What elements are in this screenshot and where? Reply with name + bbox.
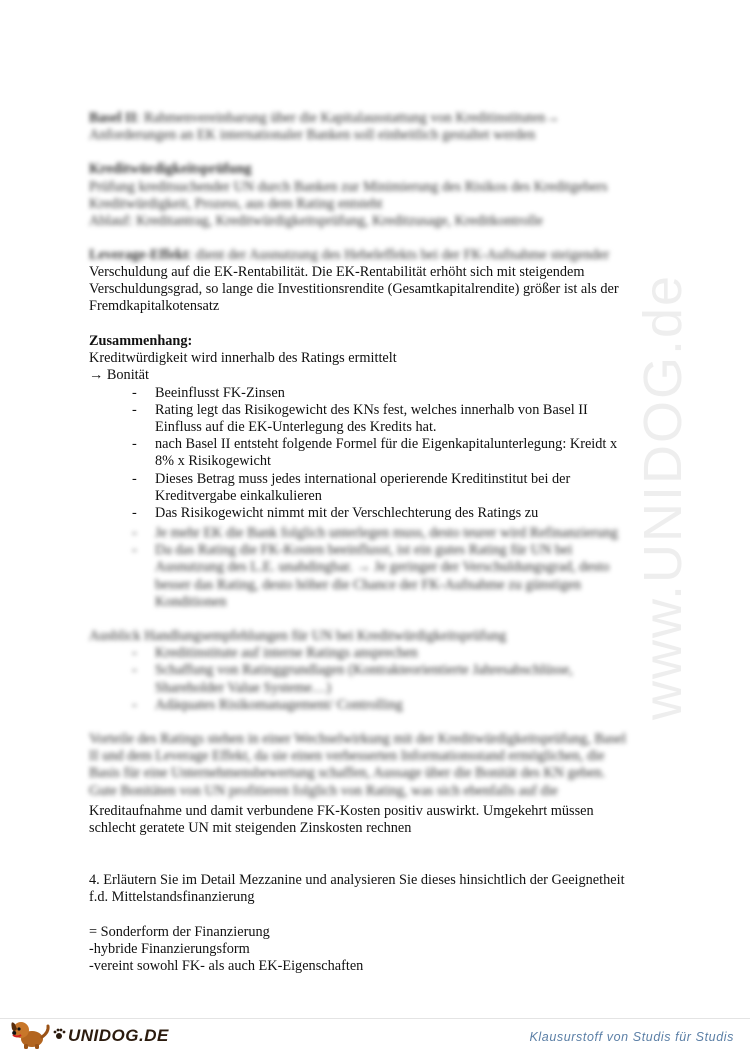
kwp-title: Kreditwürdigkeitsprüfung (89, 161, 252, 178)
vorteile-cont-line: Kreditaufnahme und damit verbundene FK-Kosten positiv auswirkt. Umgekehrt müssen (89, 803, 594, 819)
zusammenhang-section (89, 333, 689, 522)
dash-bullet: - (132, 470, 137, 487)
dog-icon (8, 1017, 52, 1056)
bonitaet-label: Bonität (106, 367, 149, 384)
vorteile-line: II und dem Leverage Effekt, da sie einen verbesserten Informationsstand ermöglichen, die (89, 748, 605, 765)
watermark: www.UNIDOG.de (633, 273, 693, 720)
list-item-text: Da das Rating die FK-Kosten beeinflusst, ist ein gutes Rating für UN bei (155, 542, 573, 559)
dash-bullet: - (132, 696, 137, 713)
question-section (89, 872, 689, 906)
blurred-top-section (89, 110, 689, 264)
vorteile-line: Vorteile des Ratings stehen in einer Wechselwirkung mit der Kreditwürdigkeitsprüfung, Basel (89, 731, 627, 748)
leverage-continuation (89, 264, 689, 316)
list-item (89, 542, 689, 611)
dash-bullet: - (132, 401, 137, 418)
list-item-text: Kreditinstitute auf interne Ratings ansprechen (155, 645, 418, 662)
leverage-title: Leverage-Effekt (89, 247, 189, 264)
kwp-line-3: Ablauf: Kreditantrag, Kreditwürdigkeitsprüfung, Kreditzusage, Kreditkontrolle (89, 213, 543, 230)
basel-line-2: Anforderungen an EK internationaler Banken soll einheitlich gestaltet werden (89, 127, 536, 144)
list-item-text: Ausnutzung des L.E. unabdingbar. → Je geringer der Verschuldungsgrad, desto (155, 559, 610, 576)
list-item (89, 471, 689, 505)
list-item-text: Kreditvergabe einkalkulieren (155, 487, 322, 504)
list-item (89, 525, 689, 542)
answer-section (89, 924, 689, 976)
arrow-icon: → (545, 110, 560, 126)
list-item-text: 8% x Risikogewicht (155, 453, 271, 470)
zusammenhang-line-1: Kreditwürdigkeit wird innerhalb des Ratings ermittelt (89, 350, 397, 367)
leverage-cont-line: Verschuldungsgrad, so lange die Investitionsrendite (Gesamtkapitalrendite) größer ist als der (89, 281, 619, 298)
question-line-2: f.d. Mittelstandsfinanzierung (89, 889, 255, 906)
leverage-cont-line: Verschuldung auf die EK-Rentabilität. Die EK-Rentabilität erhöht sich mit steigendem (89, 264, 585, 280)
zusammenhang-title: Zusammenhang: (89, 333, 193, 349)
list-item-text: Rating legt das Risikogewicht des KNs fest, welches innerhalb von Basel II (155, 401, 588, 418)
unidog-logo[interactable] (8, 1018, 169, 1054)
logo-text: UNIDOG.DE (68, 1026, 169, 1045)
answer-line: = Sonderform der Finanzierung (89, 924, 270, 940)
dash-bullet: - (132, 384, 137, 401)
leverage-line-1 (89, 247, 689, 264)
list-item (89, 662, 689, 696)
question-line-1: 4. Erläutern Sie im Detail Mezzanine und analysieren Sie dieses hinsichtlich der Geeignetheit (89, 872, 625, 888)
answer-line: -vereint sowohl FK- als auch EK-Eigenschaften (89, 958, 364, 975)
leverage-cont-line: Fremdkapitalkotensatz (89, 298, 220, 315)
basel-text: : Rahmenvereinbarung über die Kapitalausstattung von Kreditinstituten (136, 110, 546, 126)
list-item-text: Einfluss auf die EK-Unterlegung des Kredits hat. (155, 419, 437, 436)
vorteile-line: Gute Bonitäten von UN profitieren folglich von Rating, was sich ebenfalls auf die (89, 782, 558, 799)
list-item (89, 505, 689, 522)
list-item (89, 385, 689, 402)
list-item-text: besser das Rating, desto höher die Chance der FK-Aufnahme zu günstigen (155, 576, 582, 593)
dash-bullet: - (132, 645, 137, 662)
list-item-text: Shareholder Value Systeme…) (155, 679, 332, 696)
vorteile-continuation (89, 803, 689, 837)
ausblick-title: Ausblick Handlungsempfehlungen für UN bei Kreditwürdigkeitsprüfung (89, 628, 507, 645)
list-item-text: Konditionen (155, 593, 227, 610)
bonitaet-line (89, 367, 689, 384)
list-item-text: Das Risikogewicht nimmt mit der Verschlechterung des Ratings zu (155, 505, 539, 522)
vorteile-cont-line: schlecht geratete UN mit steigenden Zinskosten rechnen (89, 820, 412, 837)
answer-line: -hybride Finanzierungsform (89, 941, 250, 958)
list-item (89, 697, 689, 714)
basel-line-1 (89, 110, 689, 127)
dash-bullet: - (132, 436, 137, 453)
list-item (89, 402, 689, 436)
footer-tagline: Klausurstoff von Studis für Studis (529, 1030, 734, 1044)
leverage-text: : dient der Ausnutzung des Hebeleffekts bei der FK-Aufnahme steigender (188, 247, 610, 264)
dash-bullet: - (132, 505, 137, 522)
vorteile-line: Basis für eine Unternehmensbewertung schaffen, Aussage über die Bonität des KN geben. (89, 765, 606, 782)
dash-bullet: - (132, 542, 137, 559)
paw-icon (52, 1027, 66, 1046)
list-item-text: nach Basel II entsteht folgende Formel für die Eigenkapitalunterlegung: Kreidt x (155, 436, 618, 453)
list-item (89, 436, 689, 470)
basel-title: Basel II (89, 110, 137, 126)
dash-bullet: - (132, 662, 137, 679)
list-item-text: Schaffung von Ratinggrundlagen (Kontrakteorientierte Jahresabschlüsse, (155, 662, 573, 679)
list-item-text: Beeinflusst FK-Zinsen (155, 384, 285, 401)
blurred-middle-section (89, 525, 689, 800)
list-item (89, 645, 689, 662)
arrow-icon: → (89, 367, 104, 384)
list-item-text: Je mehr EK die Bank folglich unterlegen muss, desto teurer wird Refinanzierung (155, 525, 618, 541)
kwp-line-2: Kreditwürdigkeit, Prozess, aus dem Rating entsteht (89, 195, 383, 212)
kwp-line-1: Prüfung kreditsuchender UN durch Banken zur Minimierung des Risikos des Kreditgebers (89, 178, 608, 195)
list-item-text: Adäquates Risikomanagement/ Controlling (155, 696, 403, 713)
dash-bullet: - (132, 525, 137, 541)
list-item-text: Dieses Betrag muss jedes international operierende Kreditinstitut bei der (155, 470, 571, 487)
